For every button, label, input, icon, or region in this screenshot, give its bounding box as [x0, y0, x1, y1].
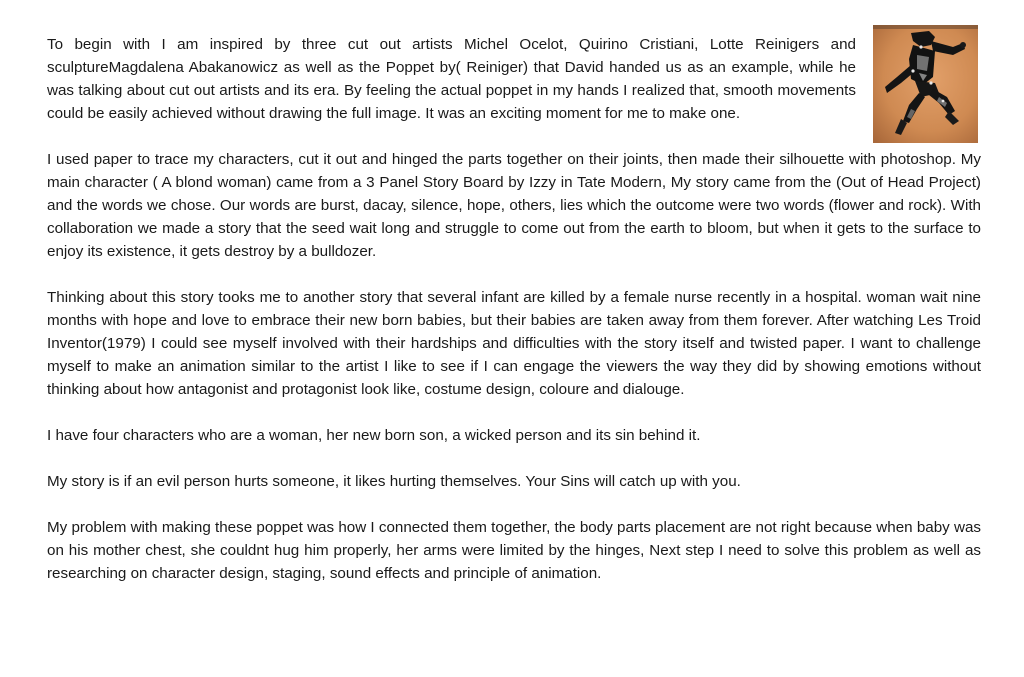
document-body — [47, 33, 981, 608]
paragraph-problem: My problem with making these poppet was how I connected them together, the body parts placement are not right because when baby was on his mother chest, she couldnt hug him properly, her arms were limited by the hinges, Next step I need to solve this problem as well as researching on character design, staging, sound effects and principle of animation. — [47, 519, 981, 582]
paragraph-process: I used paper to trace my characters, cut it out and hinged the parts together on their joints, then made their silhouette with photoshop. My main character ( A blond woman) came from a 3 Panel Story Board by Izzy in Tate Modern, My story came from the (Out of Head Project) and the words we chose. Our words are burst, dacay, silence, hope, others, lies which the outcome were two words (flower and rock). With collaboration we made a story that the seed wait long and struggle to come out from the earth to bloom, but when it gets to the surface to enjoy its existence, it gets destroy by a bulldozer. — [47, 151, 981, 260]
paragraph-story: Thinking about this story tooks me to another story that several infant are killed by a female nurse recently in a hospital. woman wait nine months with hope and love to embrace their new born babies, but their babies are taken away from them forever. After watching Les Troid Inventor(1979) I could see myself involved with their hardships and difficulties with the story itself and twisted paper. I want to challenge myself to make an animation similar to the artist I like to see if I can engage the viewers the way they did by showing emotions without thinking about how antagonist and protagonist look like, costume design, coloure and dialouge. — [47, 289, 981, 398]
paragraph-moral: My story is if an evil person hurts someone, it likes hurting themselves. Your Sins will catch up with you. — [47, 473, 741, 490]
paragraph-characters: I have four characters who are a woman, her new born son, a wicked person and its sin behind it. — [47, 427, 701, 444]
paragraph-inspiration: To begin with I am inspired by three cut out artists Michel Ocelot, Quirino Cristiani, Lotte Reinigers and sculptureMagdalena Abakanowicz as well as the Poppet by( Reiniger) that David handed us as an example, while he was talking about cut out artists and its era. By feeling the actual poppet in my hands I realized that, smooth movements could be easily achieved without drawing the full image. It was an exciting moment for me to make one. — [47, 36, 856, 122]
